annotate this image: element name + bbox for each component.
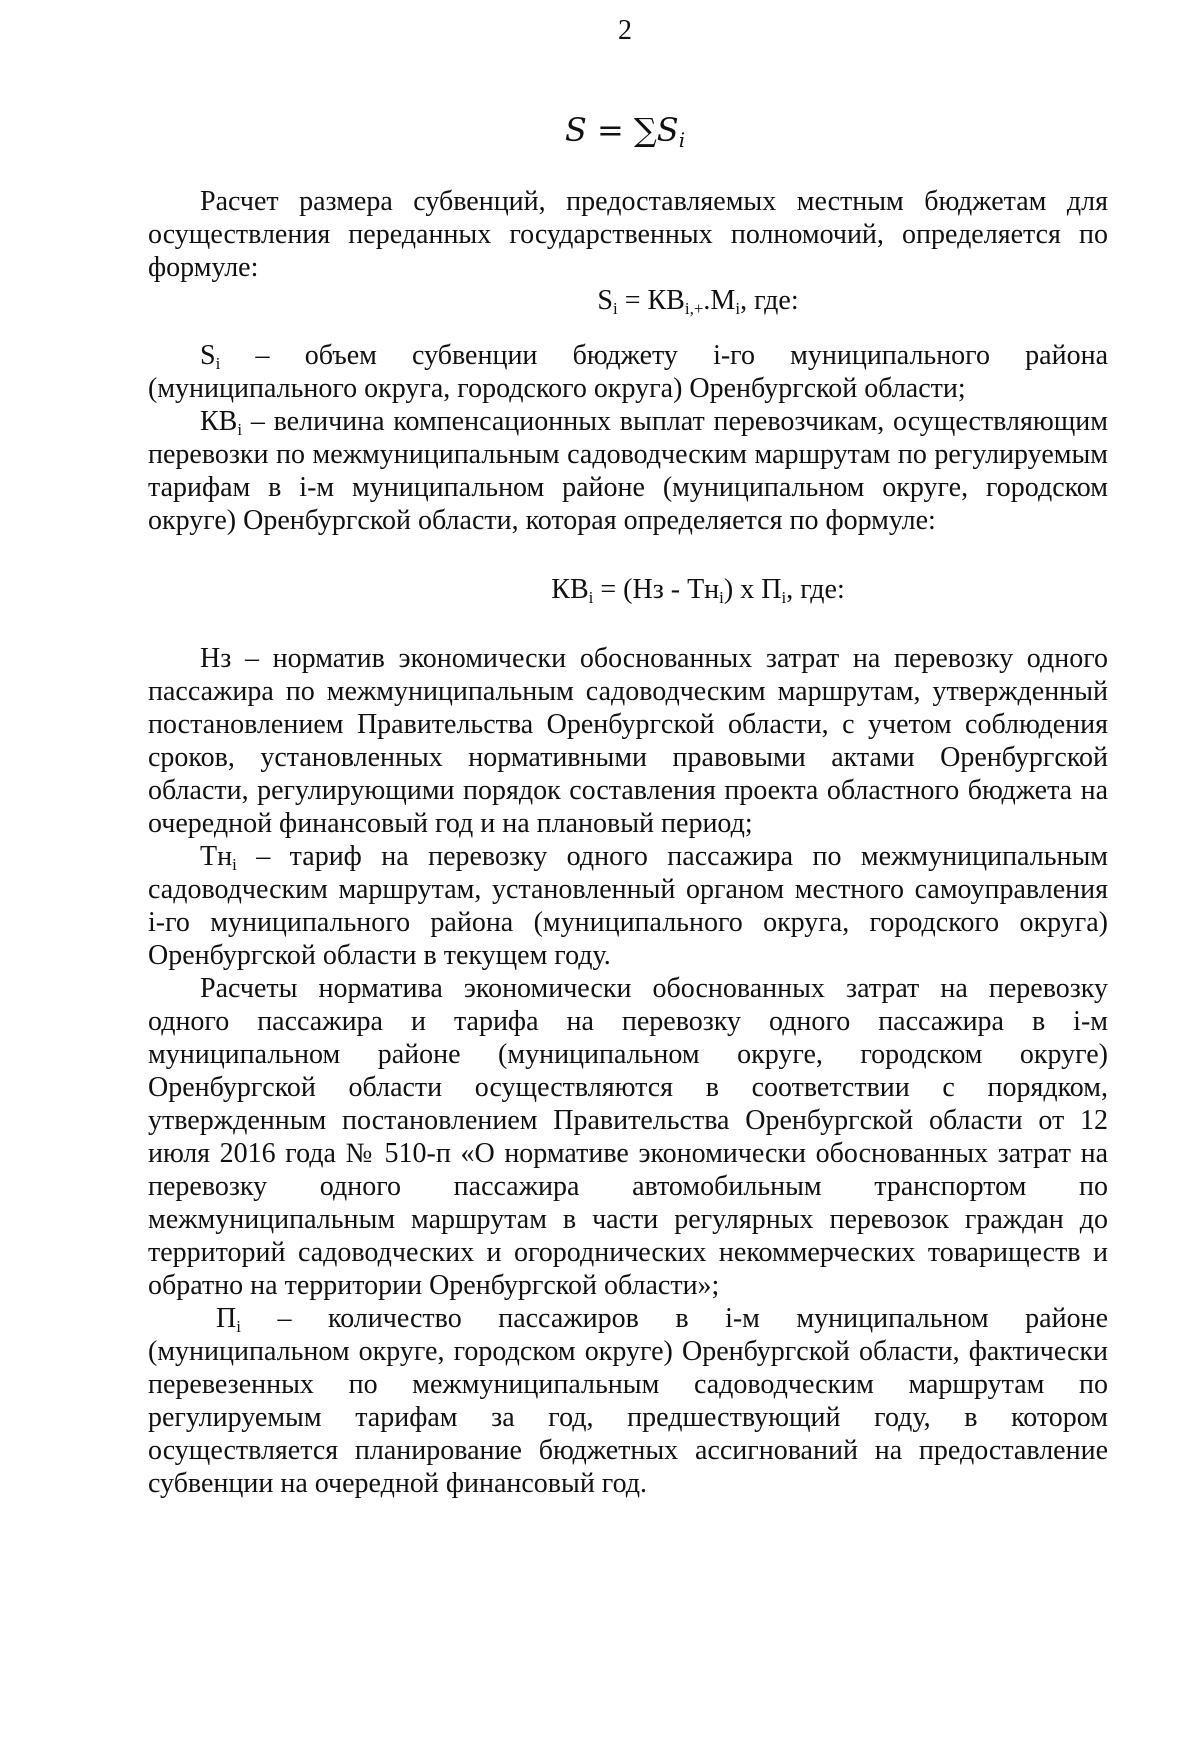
formula-kv-kv: КВ [551, 574, 589, 605]
document-body [148, 185, 1108, 1500]
definition-si-text: – объем субвенции бюджету i-го муниципального района (муниципального округа, городского округа) Оренбургской области; [148, 340, 1108, 404]
formula-si-tail: , где: [740, 285, 799, 316]
formula-si-s-sub: i [612, 299, 618, 318]
definition-p [148, 1302, 1108, 1500]
formula-lhs: S [564, 111, 587, 149]
formula-kv-tail: , где: [786, 574, 845, 605]
formula-si-m-sub: i [735, 299, 741, 318]
definition-tn-symbol: Тн [200, 841, 233, 872]
formula-rhs: S [656, 111, 679, 149]
calculation-paragraph: Расчеты норматива экономически обоснованных затрат на перевозку одного пассажира и тарифа на перевозку одного пассажира в i-м муниципальном районе (муниципальном округе, городском округе) Оренбургской области осуществляются в соответствии с порядком, утвержденным постановлением Правительства Оренбургской области от 12 июля 2016 года № 510-п «О нормативе экономически обоснованных затрат на перевозку одного пассажира автомобильным транспортом по межмуниципальным маршрутам в части регулярных перевозок граждан до территорий садоводческих и огороднических некоммерческих товариществ и обратно на территории Оренбургской области»; [148, 973, 1108, 1301]
definition-nz: Нз – норматив экономически обоснованных затрат на перевозку одного пассажира по межмуниципальным садоводческим маршрутам, утвержденный постановлением Правительства Оренбургской области, с учетом соблюдения сроков, установленных нормативными правовыми актами Оренбургской области, регулирующими порядок составления проекта областного бюджета на очередной финансовый год и на плановый период; [148, 643, 1108, 839]
formula-kv [148, 573, 1108, 606]
formula-kv-tn-sub: i [719, 588, 724, 607]
definition-kv-symbol: КВ [200, 406, 238, 437]
page-number: 2 [618, 15, 632, 46]
definition-p-symbol-sub: i [236, 1317, 241, 1336]
definition-tn-symbol-sub: i [232, 855, 237, 874]
definition-tn [148, 840, 1108, 972]
formula-kv-mid: = (Нз - Тн [593, 574, 720, 605]
formula-si-m: .M [703, 285, 736, 316]
definition-si-symbol: S [200, 340, 216, 371]
definition-kv-symbol-sub: i [237, 420, 243, 439]
definition-kv-text: – величина компенсационных выплат перевозчикам, осуществляющим перевозки по межмуниципальным садоводческим маршрутам по регулируемым тарифам в i-м муниципальном районе (муниципальном округе, городском округе) Оренбургской области, которая определяется по формуле: [148, 406, 1108, 536]
formula-si [148, 284, 1108, 317]
definition-si [148, 339, 1108, 405]
formula-equals: = [596, 111, 624, 149]
definition-si-symbol-sub: i [215, 354, 221, 373]
intro-paragraph: Расчет размера субвенций, предоставляемых местным бюджетам для осуществления переданных государственных полномочий, определяется по формуле: [148, 186, 1108, 283]
formula-kv-mid2: ) х П [723, 574, 782, 605]
formula-rhs-subscript: i [678, 128, 686, 152]
formula-kv-kv-sub: i [588, 588, 594, 607]
formula-si-mid: = КВ [617, 285, 685, 316]
definition-p-text: – количество пассажиров в i-м муниципальном районе (муниципальном округе, городском округе) Оренбургской области, фактически перевезенных по межмуниципальным садоводческим маршрутам по регулируемым тарифам за год, предшествующий году, в котором осуществляется планирование бюджетных ассигнований на предоставление субвенции на очередной финансовый год. [148, 1303, 1108, 1499]
formula-si-kv-sub: i,+ [684, 299, 704, 318]
total-subvention-formula [0, 111, 1200, 157]
definition-tn-text: – тариф на перевозку одного пассажира по межмуниципальным садоводческим маршрутам, установленный органом местного самоуправления i-го муниципального района (муниципального округа, городского округа) Оренбургской области в текущем году. [148, 841, 1108, 971]
formula-si-s: S [597, 285, 613, 316]
sigma-symbol: ∑ [633, 111, 657, 149]
formula-kv-p-sub: i [781, 588, 787, 607]
definition-kv [148, 405, 1108, 537]
definition-p-symbol: П [216, 1303, 237, 1334]
